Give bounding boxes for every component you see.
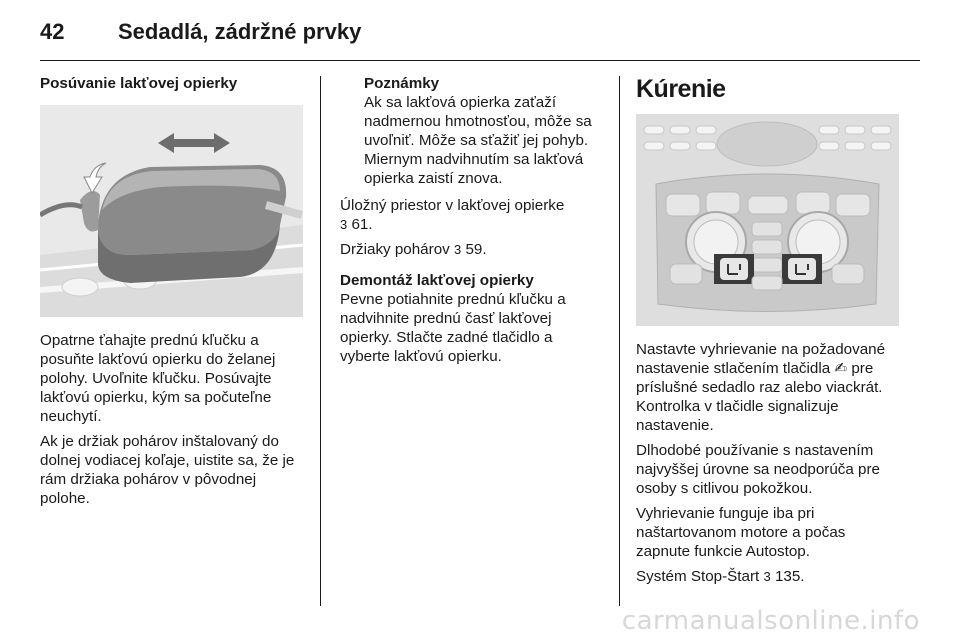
armrest-drawing [40, 105, 303, 317]
armrest-illustration [40, 105, 303, 317]
heating-controls-illustration [636, 114, 899, 326]
seat-heating-paragraph: Nastavte vyhrievanie na požadované nastavenie stlačením tlačidla ✍ pre príslušné sedadlo raz alebo viackrát. Kontrolka v tlačidle signalizuje nastavenie. [636, 341, 886, 434]
storage-paragraph: Úložný priestor v lakťovej opierke 3 61. [340, 197, 565, 233]
page-ref-icon: 3 [453, 242, 462, 257]
chapter-title: Sedadlá, zádržné prvky [118, 19, 362, 44]
armrest-removal-paragraph: Pevne potiahnite prednú kľučku a nadvihnite prednú časť lakťovej opierky. Stlačte zadné tlačidlo a vyberte lakťovú opierku. [340, 291, 566, 365]
stop-start-paragraph: Systém Stop-Štart 3 135. [636, 568, 805, 585]
cupholder-paragraph: Držiaky pohárov 3 59. [340, 241, 487, 258]
page-number: 42 [40, 19, 65, 44]
column-divider-2 [619, 76, 620, 606]
climate-panel-drawing [636, 114, 899, 326]
page-ref-icon: 3 [763, 569, 771, 584]
note-title: Poznámky [364, 75, 440, 92]
column-divider-1 [320, 76, 321, 606]
column-left [40, 74, 308, 514]
note-box: Poznámky Ak sa lakťová opierka zaťaží nadmernou hmotnosťou, môže sa uvoľniť. Môže sa sťažiť jej pohyb. Miernym nadvihnutím sa lakťová opierka zaistí znova. [364, 74, 610, 188]
header-divider [40, 60, 920, 61]
page-ref-icon: 3 [340, 217, 348, 232]
section-heading-heating: Kúrenie [636, 75, 726, 103]
page-header [40, 14, 920, 54]
section-heading-armrest-removal: Demontáž lakťovej opierky [340, 272, 534, 289]
sensitive-skin-paragraph: Dlhodobé používanie s nastavením najvyššej úrovne sa neodporúča pre osoby s citlivou pokožkou. [636, 442, 880, 497]
page-ref-link[interactable]: 61. [351, 216, 373, 233]
armrest-slide-paragraph: Opatrne ťahajte prednú kľučku a posuňte lakťovú opierku do želanej polohy. Uvoľnite kľučku. Posúvajte lakťovú opierku, kým sa počuteľne neuchytí. [40, 332, 276, 425]
watermark: carmanualsonline.info [621, 606, 920, 636]
cupholder-rail-paragraph: Ak je držiak pohárov inštalovaný do dolnej vodiacej koľaje, uistite sa, že je rám držiaka pohárov v pôvodnej polohe. [40, 433, 295, 507]
section-heading-armrest-slide: Posúvanie lakťovej opierky [40, 75, 238, 92]
column-right [636, 74, 926, 592]
column-middle [340, 74, 610, 372]
engine-running-paragraph: Vyhrievanie funguje iba pri naštartovanom motore a počas zapnute funkcie Autostop. [636, 505, 846, 560]
page-ref-link[interactable]: 59. [465, 241, 487, 258]
page-ref-link[interactable]: 135. [774, 568, 805, 585]
